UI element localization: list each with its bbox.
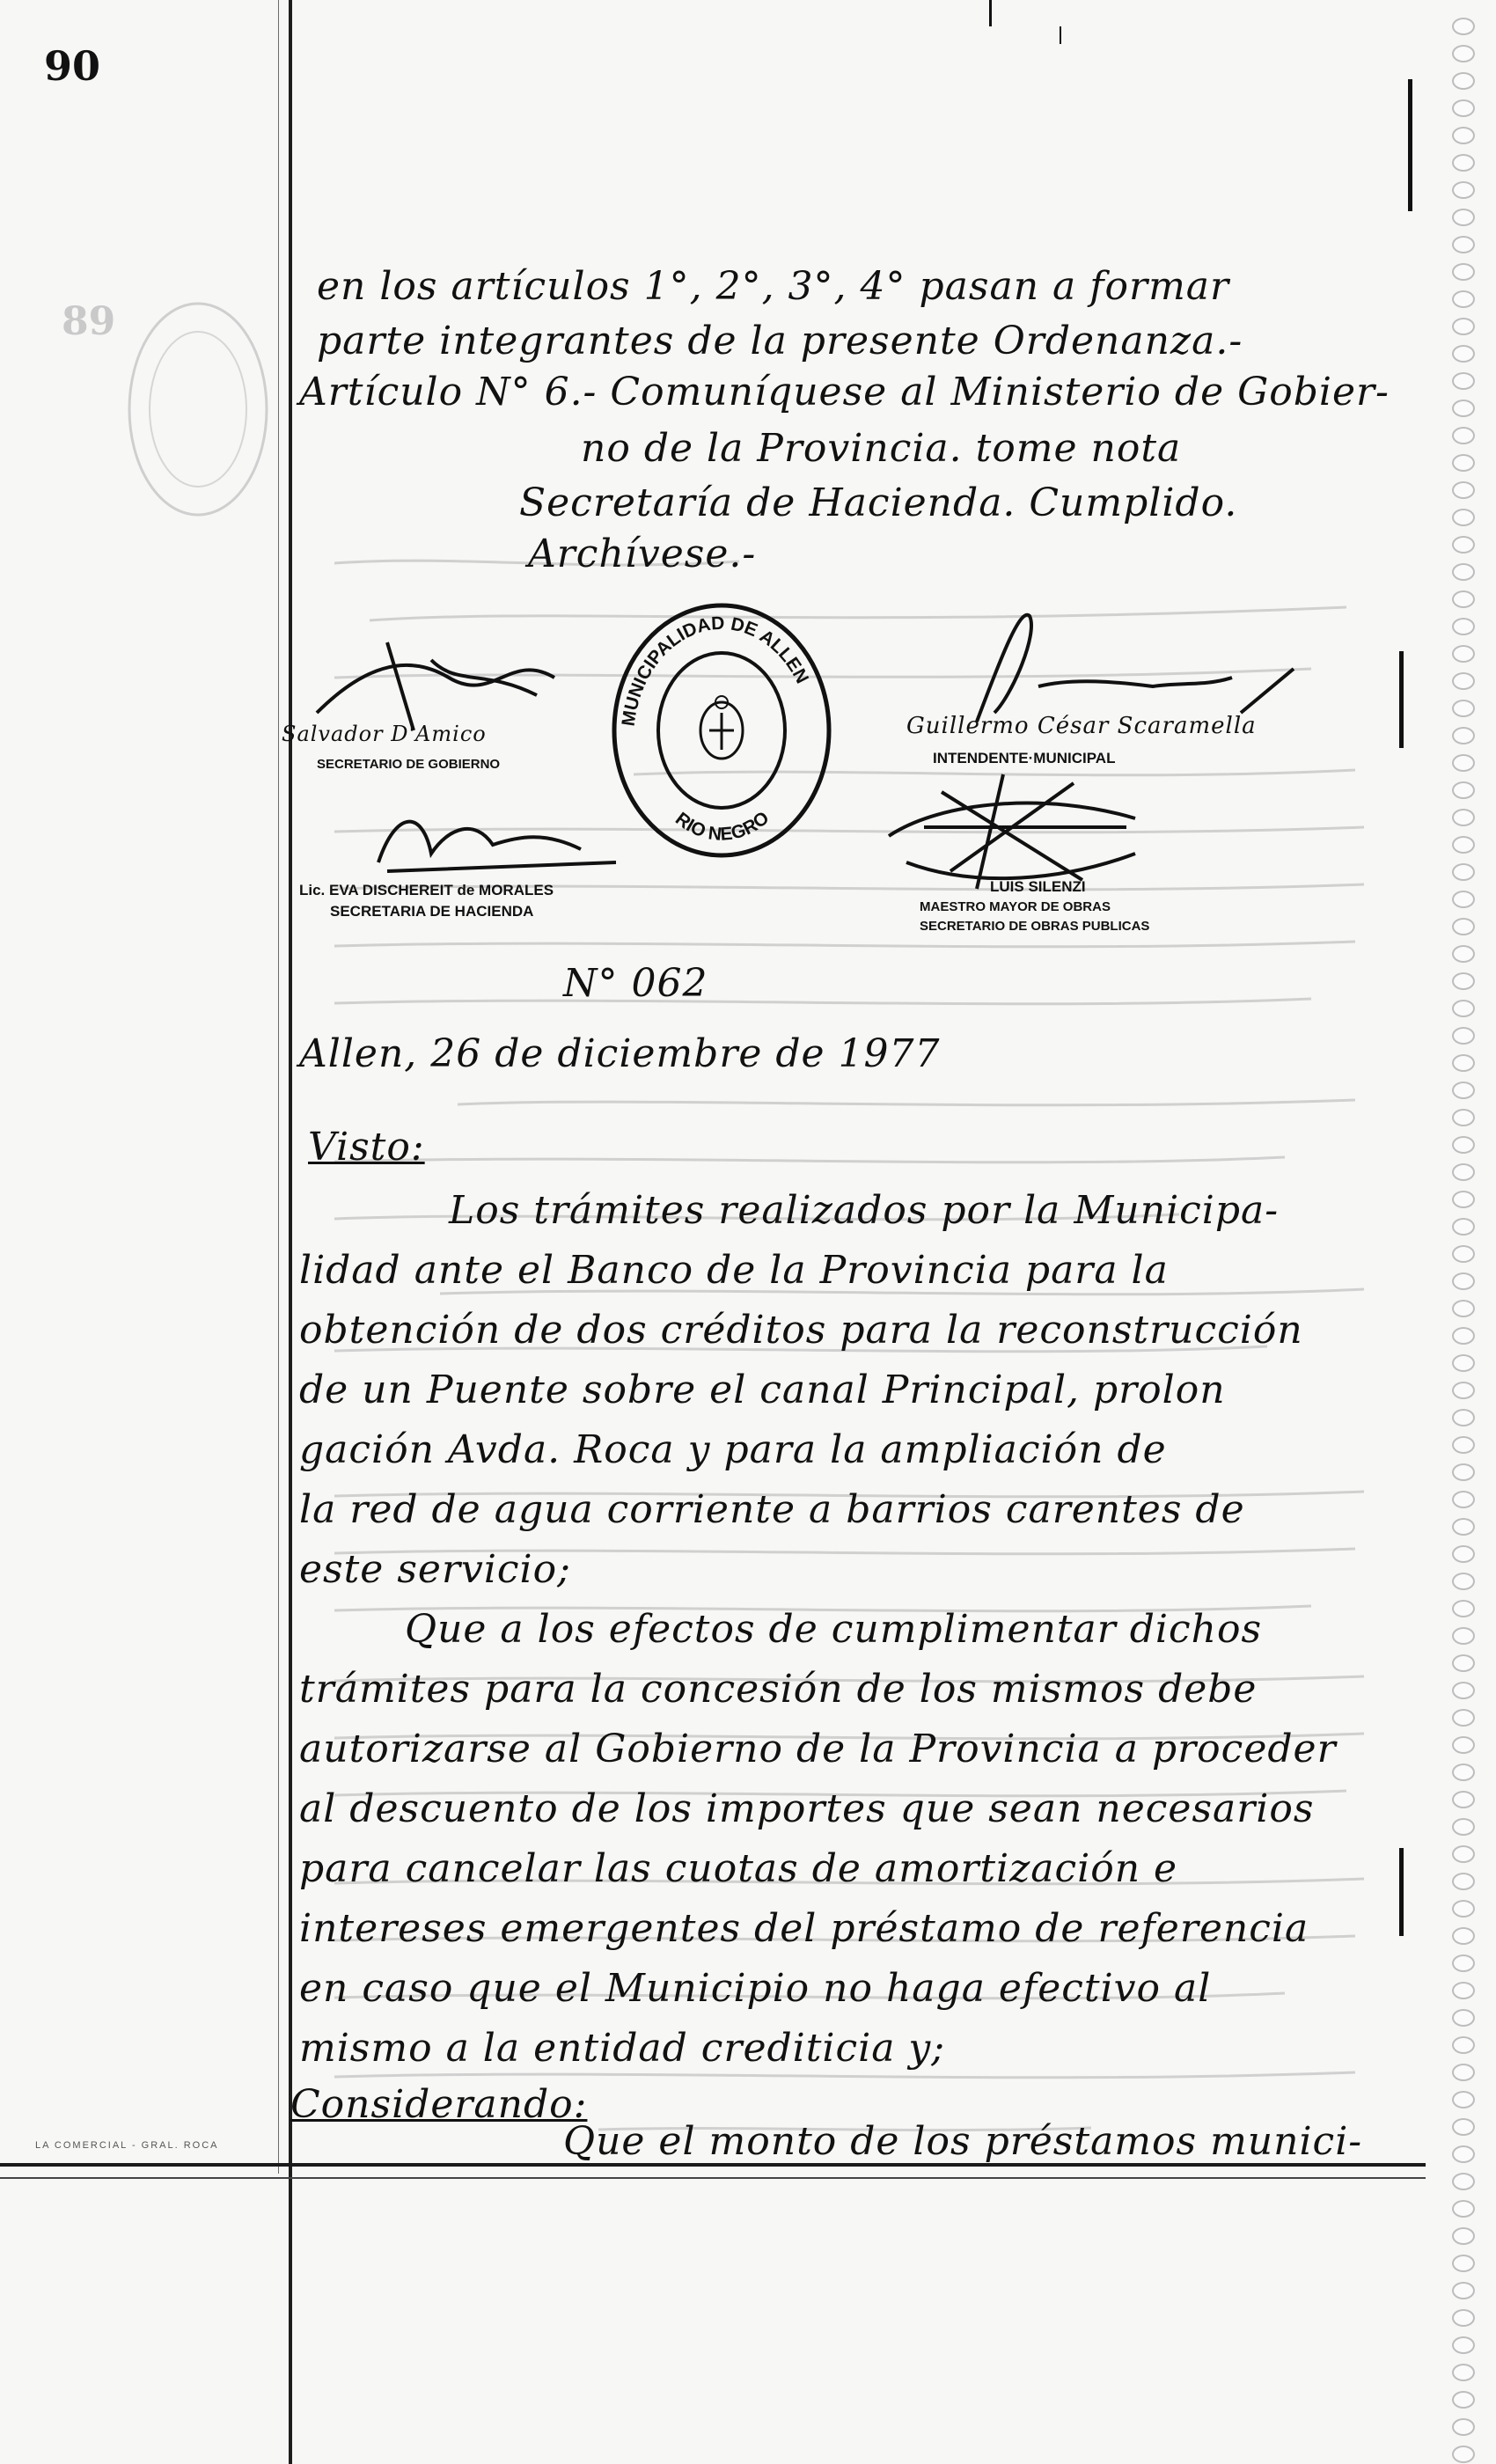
binding-hole — [1452, 372, 1475, 390]
binding-hole — [1452, 2282, 1475, 2299]
signature-block-right — [854, 598, 1267, 950]
signature-name-right-top: Guillermo César Scaramella — [906, 713, 1257, 739]
signature-block-left — [282, 634, 616, 950]
binding-hole — [1452, 1764, 1475, 1781]
handwritten-line-6: Archívese.- — [528, 532, 757, 576]
binding-hole — [1452, 2009, 1475, 2027]
signature-title-right-top: INTENDENTE·MUNICIPAL — [933, 750, 1116, 766]
visto-line: obtención de dos créditos para la reconstrucción — [299, 1308, 1303, 1353]
binding-hole — [1452, 809, 1475, 826]
municipal-seal — [607, 598, 836, 862]
binding-hole — [1452, 1300, 1475, 1317]
binding-hole — [1452, 1518, 1475, 1536]
signature-scribble-right-top — [942, 598, 1320, 730]
visto-line: gación Avda. Roca y para la ampliación de — [299, 1427, 1167, 1472]
page-number: 90 — [44, 42, 101, 90]
binding-hole — [1452, 1027, 1475, 1045]
binding-hole — [1452, 1218, 1475, 1236]
binding-hole — [1452, 2118, 1475, 2136]
visto-line: para cancelar las cuotas de amortización e — [299, 1846, 1178, 1891]
binding-hole — [1452, 1272, 1475, 1290]
visto-heading: Visto: — [308, 1125, 425, 1170]
visto-line: mismo a la entidad crediticia y; — [299, 2026, 946, 2071]
margin-mark — [989, 0, 992, 26]
considerando-line: Que el monto de los préstamos munici- — [563, 2119, 1363, 2164]
visto-line: lidad ante el Banco de la Provincia para la — [299, 1248, 1169, 1293]
visto-line: autorizarse al Gobierno de la Provincia a proceder — [299, 1727, 1337, 1771]
binding-hole — [1452, 645, 1475, 663]
binding-hole — [1452, 72, 1475, 90]
binding-hole — [1452, 2255, 1475, 2272]
binding-hole — [1452, 509, 1475, 526]
binding-hole — [1452, 891, 1475, 908]
binding-strip — [1426, 0, 1496, 2464]
visto-line: trámites para la concesión de los mismos debe — [299, 1667, 1258, 1712]
binding-hole — [1452, 1600, 1475, 1617]
binding-hole — [1452, 1163, 1475, 1181]
binding-hole — [1452, 1109, 1475, 1126]
binding-hole — [1452, 918, 1475, 935]
binding-hole — [1452, 618, 1475, 635]
binding-hole — [1452, 2309, 1475, 2327]
binding-hole — [1452, 863, 1475, 881]
binding-hole — [1452, 1954, 1475, 1972]
binding-hole — [1452, 1873, 1475, 1890]
binding-hole — [1452, 781, 1475, 799]
binding-hole — [1452, 1791, 1475, 1808]
signature-name-left-top: Salvador D'Amico — [282, 722, 487, 746]
binding-hole — [1452, 1982, 1475, 1999]
binding-hole — [1452, 563, 1475, 581]
handwritten-line-4: no de la Provincia. tome nota — [581, 426, 1182, 471]
binding-hole — [1452, 454, 1475, 472]
visto-line: al descuento de los importes que sean necesarios — [299, 1786, 1315, 1831]
article-6-text: Artículo N° 6.- Comuníquese al Ministerio de Gobier- — [299, 370, 1390, 414]
visto-line: Que a los efectos de cumplimentar dichos — [405, 1607, 1263, 1652]
binding-hole — [1452, 1082, 1475, 1099]
binding-hole — [1452, 1382, 1475, 1399]
seal-top-text: MUNICIPALIDAD DE ALLEN — [618, 612, 813, 728]
visto-line: en caso que el Municipio no haga efectivo al — [299, 1966, 1212, 2011]
binding-hole — [1452, 1736, 1475, 1754]
decree-place-date: Allen, 26 de diciembre de 1977 — [299, 1031, 941, 1076]
visto-line: Los trámites realizados por la Municipa- — [449, 1188, 1280, 1233]
binding-hole — [1452, 1191, 1475, 1208]
binding-hole — [1452, 2036, 1475, 2054]
binding-hole — [1452, 236, 1475, 253]
handwritten-line-5: Secretaría de Hacienda. Cumplido. — [519, 480, 1238, 525]
binding-hole — [1452, 127, 1475, 144]
visto-line: de un Puente sobre el canal Principal, prolon — [299, 1368, 1226, 1412]
binding-hole — [1452, 290, 1475, 308]
binding-hole — [1452, 400, 1475, 417]
visto-line: la red de agua corriente a barrios carentes de — [299, 1487, 1245, 1532]
binding-hole — [1452, 345, 1475, 363]
margin-mark — [1408, 79, 1412, 211]
binding-hole — [1452, 754, 1475, 772]
margin-mark — [1060, 26, 1061, 44]
binding-hole — [1452, 1900, 1475, 1918]
signature-name-left-bottom: Lic. EVA DISCHEREIT de MORALES — [299, 882, 554, 898]
signature-name-right-bottom: LUIS SILENZI — [990, 878, 1086, 895]
binding-hole — [1452, 1927, 1475, 1945]
binding-hole — [1452, 1463, 1475, 1481]
signature-title2-right-bottom: SECRETARIO DE OBRAS PUBLICAS — [920, 919, 1150, 934]
binding-hole — [1452, 1573, 1475, 1590]
coat-of-arms-icon — [700, 696, 743, 759]
bottom-rule-secondary — [0, 2177, 1426, 2179]
binding-hole — [1452, 181, 1475, 199]
margin-guide-line — [278, 0, 279, 2174]
binding-hole — [1452, 1327, 1475, 1345]
handwritten-line-1: en los artículos 1°, 2°, 3°, 4° pasan a formar — [317, 264, 1230, 309]
margin-mark — [1399, 651, 1404, 748]
binding-hole — [1452, 1654, 1475, 1672]
binding-hole — [1452, 1627, 1475, 1645]
binding-hole — [1452, 1709, 1475, 1727]
binding-hole — [1452, 2364, 1475, 2381]
footer-print-text: LA COMERCIAL - GRAL. ROCA — [35, 2140, 219, 2151]
visto-line: este servicio; — [299, 1547, 571, 1592]
binding-hole — [1452, 700, 1475, 717]
binding-hole — [1452, 1409, 1475, 1426]
binding-hole — [1452, 672, 1475, 690]
margin-mark — [1399, 1848, 1404, 1936]
binding-hole — [1452, 2446, 1475, 2463]
binding-hole — [1452, 1818, 1475, 1836]
binding-hole — [1452, 1491, 1475, 1508]
binding-hole — [1452, 2391, 1475, 2409]
binding-hole — [1452, 318, 1475, 335]
signature-title-left-top: SECRETARIO DE GOBIERNO — [317, 757, 501, 772]
binding-hole — [1452, 99, 1475, 117]
binding-hole — [1452, 2200, 1475, 2218]
binding-hole — [1452, 1054, 1475, 1072]
binding-hole — [1452, 727, 1475, 744]
considerando-heading: Considerando: — [290, 2082, 588, 2127]
visto-line: intereses emergentes del préstamo de referencia — [299, 1906, 1309, 1951]
binding-hole — [1452, 1354, 1475, 1372]
binding-hole — [1452, 2064, 1475, 2081]
binding-hole — [1452, 481, 1475, 499]
bleed-through-seal — [123, 290, 273, 528]
binding-hole — [1452, 2145, 1475, 2163]
binding-hole — [1452, 972, 1475, 990]
binding-hole — [1452, 1682, 1475, 1699]
article-6-line — [299, 370, 1390, 414]
binding-hole — [1452, 945, 1475, 963]
svg-text:RIO NEGRO — [671, 808, 773, 845]
handwritten-line-2: parte integrantes de la presente Ordenanza.- — [317, 319, 1243, 363]
signature-scribble-left-bottom — [370, 801, 634, 880]
binding-hole — [1452, 1136, 1475, 1154]
seal-bottom-text: RIO NEGRO — [671, 807, 774, 845]
binding-hole — [1452, 2227, 1475, 2245]
binding-hole — [1452, 590, 1475, 608]
binding-hole — [1452, 2091, 1475, 2108]
binding-hole — [1452, 1245, 1475, 1263]
binding-hole — [1452, 1845, 1475, 1863]
binding-hole — [1452, 263, 1475, 281]
binding-hole — [1452, 2173, 1475, 2190]
binding-hole — [1452, 1436, 1475, 1454]
binding-hole — [1452, 536, 1475, 554]
binding-hole — [1452, 45, 1475, 62]
bleed-through-page-number: 89 — [62, 299, 116, 344]
binding-hole — [1452, 1000, 1475, 1017]
signature-title1-right-bottom: MAESTRO MAYOR DE OBRAS — [920, 899, 1111, 914]
binding-hole — [1452, 427, 1475, 444]
binding-hole — [1452, 2418, 1475, 2436]
binding-hole — [1452, 2336, 1475, 2354]
decree-number: N° 062 — [563, 961, 708, 1006]
binding-hole — [1452, 1545, 1475, 1563]
binding-hole — [1452, 154, 1475, 172]
binding-hole — [1452, 836, 1475, 854]
binding-hole — [1452, 209, 1475, 226]
signature-title-left-bottom: SECRETARIA DE HACIENDA — [330, 903, 534, 920]
binding-hole — [1452, 18, 1475, 35]
